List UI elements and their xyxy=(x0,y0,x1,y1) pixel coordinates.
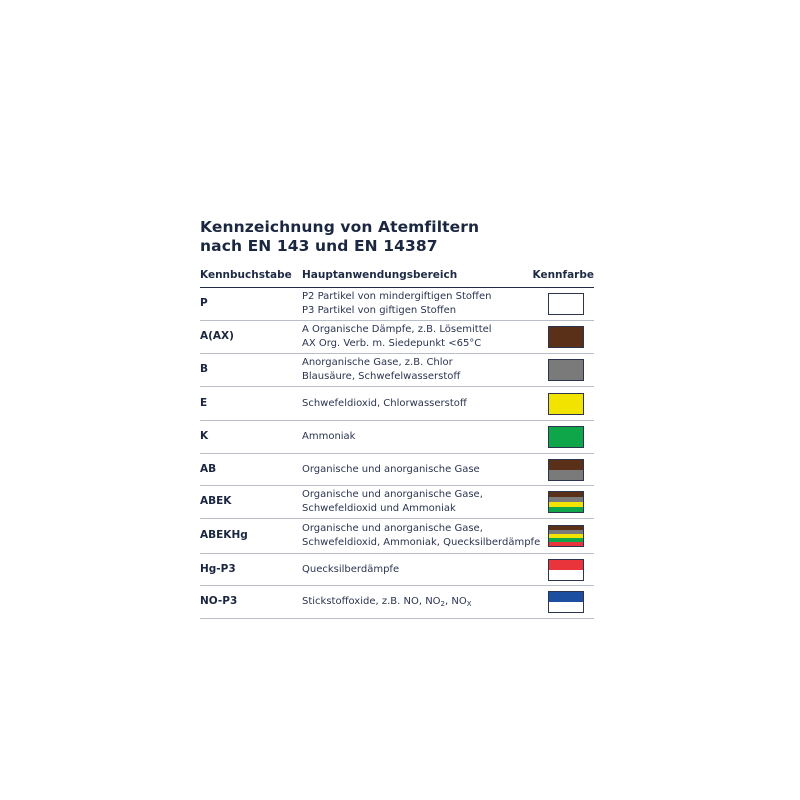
color-band xyxy=(549,327,583,347)
color-swatch xyxy=(548,293,584,315)
row-code: NO-P3 xyxy=(200,595,238,607)
row-description xyxy=(302,563,399,577)
row-code: ABEK xyxy=(200,495,232,507)
row-description-line-1: A Organische Dämpfe, z.B. Lösemittel xyxy=(302,324,492,335)
color-band xyxy=(549,470,583,480)
color-swatch xyxy=(548,326,584,348)
row-code: ABEKHg xyxy=(200,529,248,541)
color-band xyxy=(549,427,583,447)
color-band xyxy=(549,542,583,546)
table-row xyxy=(200,354,594,387)
header-area: Hauptanwendungsbereich xyxy=(302,269,458,281)
table-row xyxy=(200,554,594,586)
row-description-line-1: P2 Partikel von mindergiftigen Stoffen xyxy=(302,291,492,302)
color-swatch xyxy=(548,525,584,547)
header-code: Kennbuchstabe xyxy=(200,269,292,281)
title-line-2: nach EN 143 und EN 14387 xyxy=(200,237,438,255)
table-row xyxy=(200,519,594,554)
row-description xyxy=(302,430,355,444)
color-band xyxy=(549,507,583,512)
row-description-line-2: Blausäure, Schwefelwasserstoff xyxy=(302,371,461,382)
page-title xyxy=(200,218,479,256)
subscript: X xyxy=(466,600,472,608)
table-header xyxy=(200,267,594,288)
color-band xyxy=(549,460,583,470)
color-swatch xyxy=(548,559,584,581)
row-description-line-1: Quecksilberdämpfe xyxy=(302,563,400,575)
title-line-1: Kennzeichnung von Atemfiltern xyxy=(200,218,480,236)
color-swatch xyxy=(548,393,584,415)
table-row xyxy=(200,321,594,354)
row-description xyxy=(302,323,492,351)
color-band xyxy=(549,570,583,580)
row-description-line-1: Organische und anorganische Gase, xyxy=(302,489,483,500)
row-description-text: , NO xyxy=(445,596,467,607)
row-code: P xyxy=(200,297,208,309)
row-description-line-2: Schwefeldioxid, Ammoniak, Quecksilberdämpfe xyxy=(302,537,541,548)
row-description-line-1: Organische und anorganische Gase xyxy=(302,463,480,475)
table-body xyxy=(200,288,594,619)
table-row xyxy=(200,421,594,454)
row-description-line-2: P3 Partikel von giftigen Stoffen xyxy=(302,305,457,316)
color-swatch xyxy=(548,359,584,381)
color-band xyxy=(549,360,583,380)
table-row xyxy=(200,454,594,486)
row-description-line-1: Schwefeldioxid, Chlorwasserstoff xyxy=(302,397,467,409)
row-description xyxy=(302,356,460,384)
color-swatch xyxy=(548,591,584,613)
row-description-line-1: Ammoniak xyxy=(302,431,356,442)
row-description-line-2: AX Org. Verb. m. Siedepunkt <65°C xyxy=(302,338,482,349)
color-swatch xyxy=(548,426,584,448)
row-code: K xyxy=(200,430,209,442)
row-description-text: Stickstoffoxide, z.B. NO, NO xyxy=(302,596,441,607)
table-row xyxy=(200,288,594,321)
color-band xyxy=(549,394,583,414)
row-description xyxy=(302,488,483,516)
header-color: Kennfarbe xyxy=(532,269,594,281)
table-row xyxy=(200,486,594,519)
row-code: Hg-P3 xyxy=(200,562,236,575)
row-description-line-2: Schwefeldioxid und Ammoniak xyxy=(302,503,456,514)
row-code: E xyxy=(200,396,208,409)
color-band xyxy=(549,560,583,570)
row-description-line-1 xyxy=(302,595,472,611)
table-row xyxy=(200,387,594,421)
row-description xyxy=(302,595,472,611)
color-swatch xyxy=(548,459,584,481)
row-description-line-1: Anorganische Gase, z.B. Chlor xyxy=(302,357,453,368)
filter-table xyxy=(200,267,594,619)
row-description xyxy=(302,290,491,318)
row-description xyxy=(302,397,467,411)
row-description-line-1: Organische und anorganische Gase, xyxy=(302,523,483,534)
row-description xyxy=(302,463,480,477)
row-code: AB xyxy=(200,462,217,475)
color-swatch xyxy=(548,491,584,513)
row-code: A(AX) xyxy=(200,330,234,342)
table-row xyxy=(200,586,594,619)
subscript: 2 xyxy=(440,600,446,608)
color-band xyxy=(549,294,583,314)
row-code: B xyxy=(200,363,209,375)
color-band xyxy=(549,592,583,602)
row-description xyxy=(302,522,540,550)
color-band xyxy=(549,602,583,612)
